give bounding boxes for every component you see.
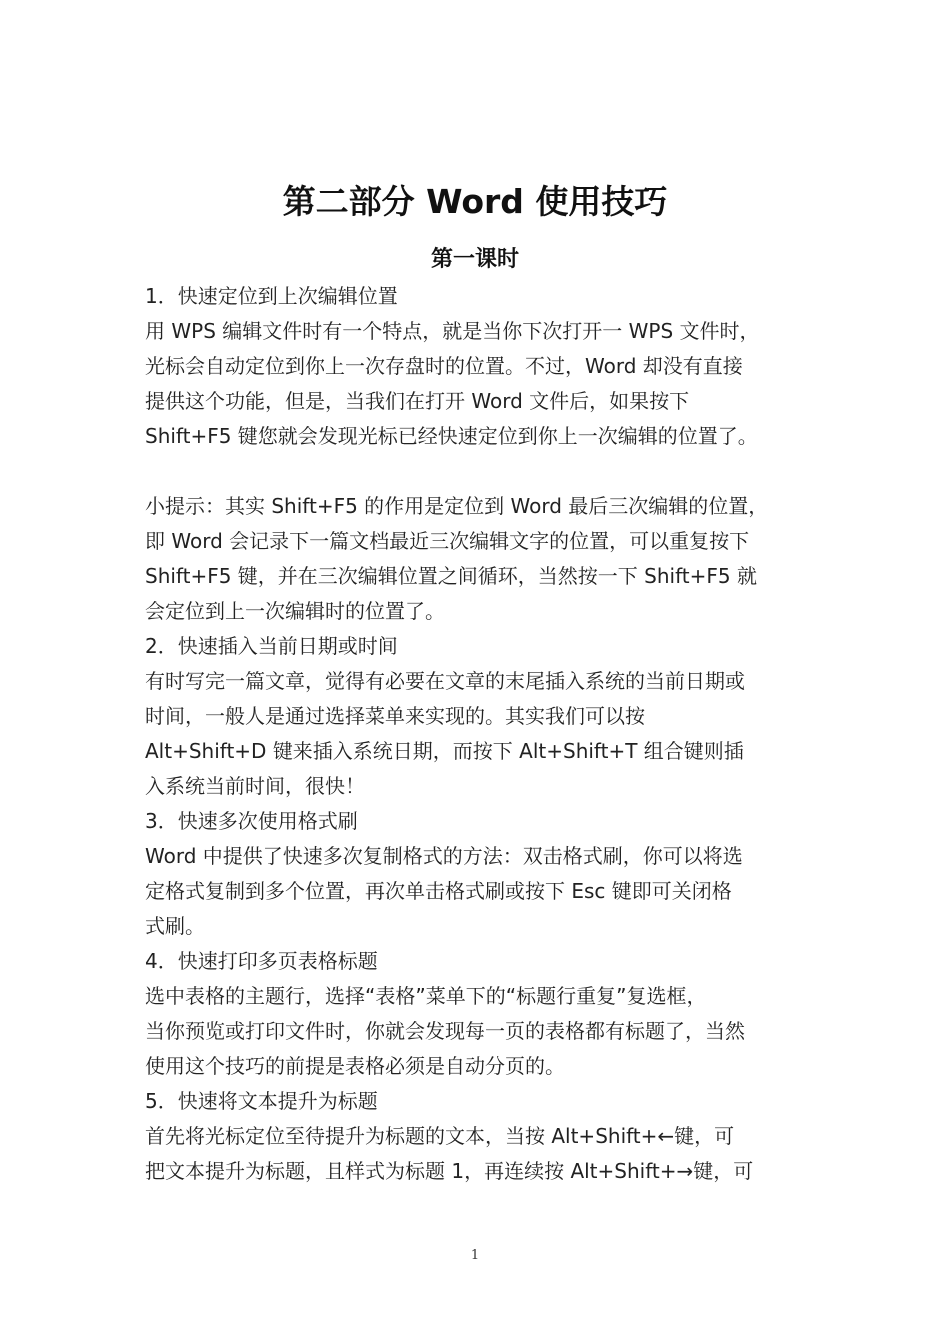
body-text-line: Word 中提供了快速多次复制格式的方法：双击格式刷，你可以将选	[145, 844, 743, 868]
body-text-line: 使用这个技巧的前提是表格必须是自动分页的。	[145, 1054, 565, 1078]
body-text-line: 定格式复制到多个位置，再次单击格式刷或按下 Esc 键即可关闭格	[145, 879, 732, 903]
body-text-line: 入系统当前时间，很快！	[145, 774, 365, 798]
body-text-line: 即 Word 会记录下一篇文档最近三次编辑文字的位置，可以重复按下	[145, 529, 750, 553]
body-text-line: 有时写完一篇文章，觉得有必要在文章的末尾插入系统的当前日期或	[145, 669, 745, 693]
section-heading: 3．快速多次使用格式刷	[145, 809, 358, 833]
body-text-line: 光标会自动定位到你上一次存盘时的位置。不过，Word 却没有直接	[145, 354, 743, 378]
section-heading: 5．快速将文本提升为标题	[145, 1089, 378, 1113]
body-text-line: 首先将光标定位至待提升为标题的文本，当按 Alt+Shift+←键，可	[145, 1124, 735, 1148]
body-text-line: 选中表格的主题行，选择“表格”菜单下的“标题行重复”复选框，	[145, 984, 707, 1008]
lesson-subtitle: 第一课时	[430, 247, 519, 272]
section-heading: 4．快速打印多页表格标题	[145, 949, 378, 973]
body-text-line: 提供这个功能，但是，当我们在打开 Word 文件后，如果按下	[145, 389, 690, 413]
body-text-line: 当你预览或打印文件时，你就会发现每一页的表格都有标题了，当然	[145, 1019, 745, 1043]
body-text-line: 式刷。	[145, 914, 205, 938]
document-body	[145, 279, 835, 1189]
body-text-line: Shift+F5 键您就会发现光标已经快速定位到你上一次编辑的位置了。	[145, 424, 758, 448]
body-text-line: Shift+F5 键，并在三次编辑位置之间循环，当然按一下 Shift+F5 就	[145, 564, 757, 588]
body-text-line: 时间，一般人是通过选择菜单来实现的。其实我们可以按	[145, 704, 645, 728]
blank-line	[145, 454, 835, 489]
page-number: 1	[470, 1248, 480, 1263]
section-heading: 2．快速插入当前日期或时间	[145, 634, 398, 658]
body-text-line: 用 WPS 编辑文件时有一个特点，就是当你下次打开一 WPS 文件时，	[145, 319, 760, 343]
body-text-line: 会定位到上一次编辑时的位置了。	[145, 599, 445, 623]
document-title: 第二部分 Word 使用技巧	[282, 182, 668, 221]
section-heading: 1．快速定位到上次编辑位置	[145, 284, 398, 308]
body-text-line: Alt+Shift+D 键来插入系统日期，而按下 Alt+Shift+T 组合键则插	[145, 739, 744, 763]
body-text-line: 小提示：其实 Shift+F5 的作用是定位到 Word 最后三次编辑的位置，	[145, 494, 769, 518]
body-text-line: 把文本提升为标题，且样式为标题 1，再连续按 Alt+Shift+→键，可	[145, 1159, 754, 1183]
